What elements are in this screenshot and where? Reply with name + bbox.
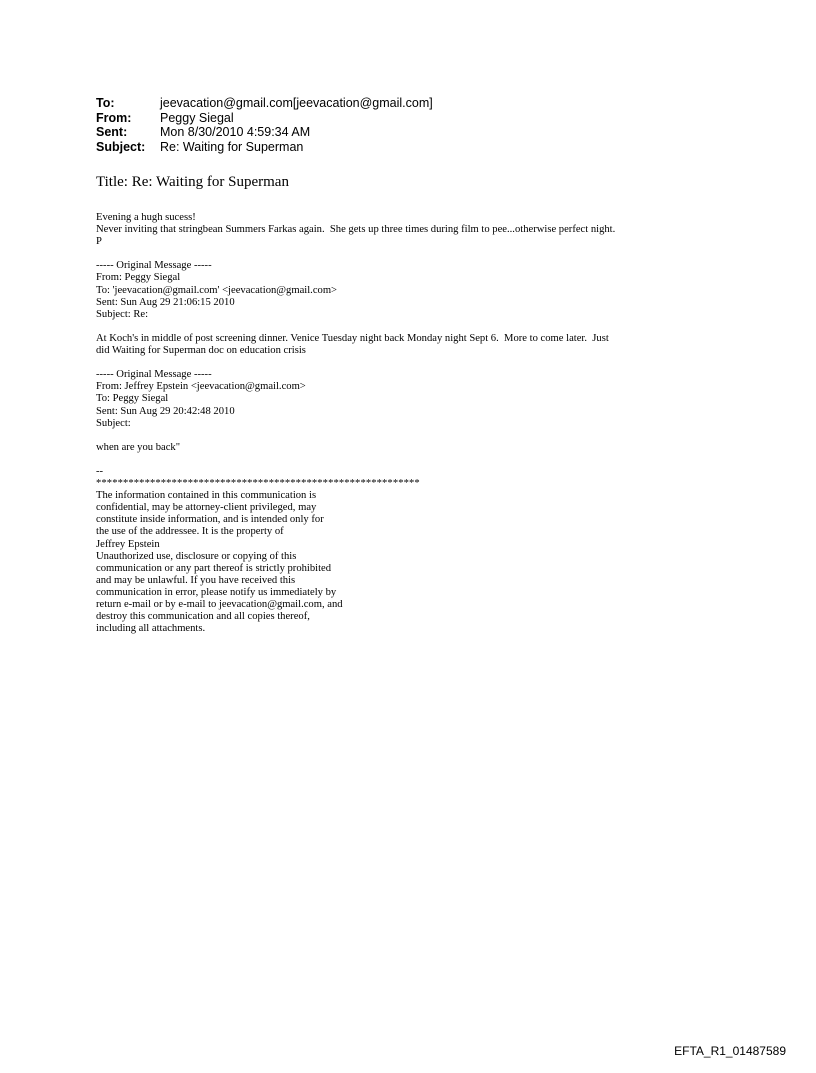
quote1-message-line: did Waiting for Superman doc on education crisis <box>96 345 306 357</box>
email-body <box>96 212 736 635</box>
signature-dashes: -- <box>96 465 104 477</box>
quote2-to: To: Peggy Siegal <box>96 393 169 405</box>
from-label: From: <box>96 110 132 125</box>
disclaimer-line: destroy this communication and all copies thereof, <box>96 611 310 623</box>
quote2-subject: Subject: <box>96 417 131 429</box>
quote1-to: To: 'jeevacation@gmail.com' <jeevacation@gmail.com> <box>96 284 338 296</box>
quote2-from: From: Jeffrey Epstein <jeevacation@gmail.com> <box>96 381 306 393</box>
disclaimer-line: confidential, may be attorney-client privileged, may <box>96 502 317 514</box>
document-id: EFTA_R1_01487589 <box>674 1044 786 1058</box>
email-header <box>96 96 433 154</box>
to-value: jeevacation@gmail.com[jeevacation@gmail.com] <box>160 96 433 110</box>
message-line: Never inviting that stringbean Summers Farkas again. She gets up three times during film to pee...otherwise perfect night. <box>96 224 616 236</box>
from-row <box>96 111 433 126</box>
quote2-separator: ----- Original Message ----- <box>96 369 212 381</box>
signature-stars: ************************************************************ <box>96 478 420 490</box>
quote1-subject: Subject: Re: <box>96 308 149 320</box>
disclaimer-line: constitute inside information, and is intended only for <box>96 514 324 526</box>
disclaimer-line: Unauthorized use, disclosure or copying of this <box>96 550 297 562</box>
quote2-sent: Sent: Sun Aug 29 20:42:48 2010 <box>96 405 235 417</box>
disclaimer-line: and may be unlawful. If you have received this <box>96 574 296 586</box>
sent-value: Mon 8/30/2010 4:59:34 AM <box>160 125 311 139</box>
disclaimer-line: The information contained in this communication is <box>96 490 317 502</box>
disclaimer-line: communication or any part thereof is strictly prohibited <box>96 562 332 574</box>
sent-row <box>96 125 433 140</box>
document-title: Title: Re: Waiting for Superman <box>96 174 289 190</box>
subject-row <box>96 140 433 155</box>
quote1-message-line: At Koch's in middle of post screening dinner. Venice Tuesday night back Monday night Sept 6. More to come later. Just <box>96 332 609 344</box>
disclaimer-line: the use of the addressee. It is the property of <box>96 526 284 538</box>
disclaimer-line: including all attachments. <box>96 623 206 635</box>
from-value: Peggy Siegal <box>160 110 234 125</box>
to-row <box>96 96 433 111</box>
message-line: Evening a hugh sucess! <box>96 212 196 223</box>
to-label: To: <box>96 96 115 110</box>
sent-label: Sent: <box>96 125 128 139</box>
subject-value: Re: Waiting for Superman <box>160 139 304 154</box>
quote1-sent: Sent: Sun Aug 29 21:06:15 2010 <box>96 296 235 308</box>
disclaimer-line: return e-mail or by e-mail to jeevacation@gmail.com, and <box>96 599 343 610</box>
quote1-from: From: Peggy Siegal <box>96 272 181 284</box>
disclaimer-line: Jeffrey Epstein <box>96 538 160 550</box>
disclaimer-line: communication in error, please notify us immediately by <box>96 586 337 598</box>
message-line: P <box>96 236 102 248</box>
subject-label: Subject: <box>96 139 146 154</box>
quote2-message: when are you back" <box>96 441 181 453</box>
quote1-separator: ----- Original Message ----- <box>96 260 212 272</box>
